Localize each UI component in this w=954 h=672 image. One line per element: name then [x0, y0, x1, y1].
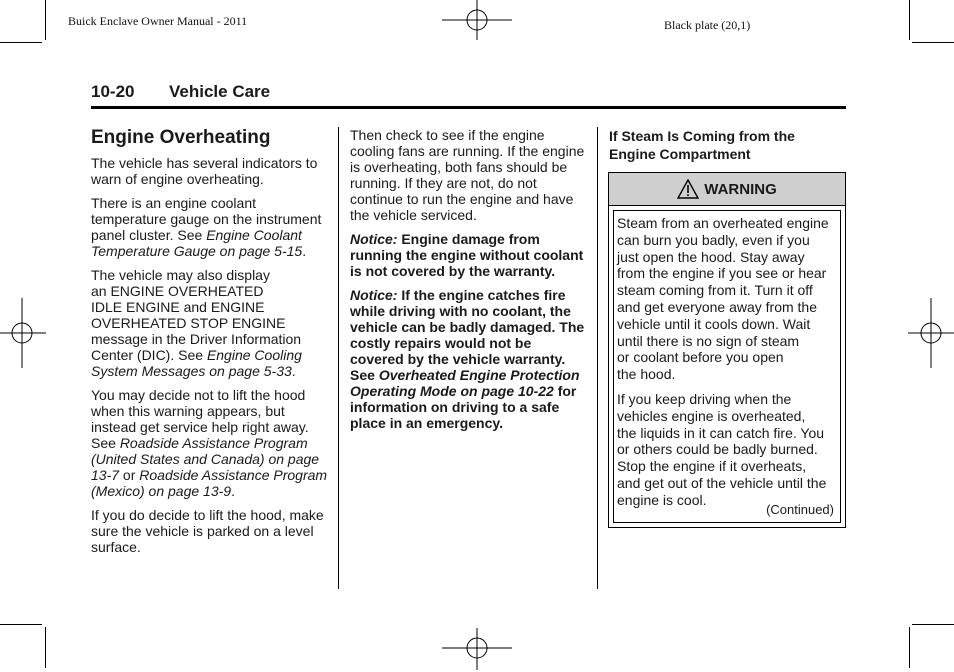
warning-line: from the engine if you see or hear [617, 265, 827, 282]
gauge-text: There is an engine coolant temperature gauge on the instrument panel cluster. See [91, 195, 322, 243]
crop-mark-bl-v [45, 627, 46, 668]
service-end: . [231, 483, 235, 499]
warning-line: can burn you badly, even if you [617, 231, 810, 248]
warning-line: If you keep driving when the [617, 390, 792, 407]
section-heading: Engine Overheating [91, 127, 271, 148]
gauge-reference-link[interactable]: Engine Coolant Temperature Gauge on page 5-15 [91, 227, 303, 259]
subsection-heading-line-2: Engine Compartment [609, 146, 751, 162]
warning-line: the hood. [617, 366, 676, 383]
notice-label: Notice: [350, 231, 398, 247]
warning-triangle-icon [677, 179, 699, 199]
column-divider-2 [597, 127, 598, 589]
dic-line-3: IDLE ENGINE and ENGINE [91, 299, 265, 315]
registration-mark-top [442, 0, 512, 50]
warning-line: vehicle until it cools down. Wait [617, 315, 811, 332]
warning-title: WARNING [704, 180, 777, 198]
notice-coolant-text: Engine damage from running the engine without coolant is not covered by the warranty. [350, 231, 584, 279]
dic-line-6: Center (DIC). See [91, 347, 207, 363]
dic-line-1: The vehicle may also display [91, 267, 270, 283]
plate-right-text: Black plate (20,1) [664, 18, 751, 32]
registration-mark-left [0, 298, 46, 368]
protection-mode-reference-link[interactable]: Overheated Engine Protection Operating Mode on page 10-22 [350, 367, 580, 399]
notice-fire-end: for information on driving to a safe place in an emergency. [350, 383, 577, 431]
dic-reference-link[interactable]: Engine Cooling System Messages on page 5-33 [91, 347, 302, 379]
warning-line: Steam from an overheated engine [617, 215, 829, 231]
paragraph-indicators: The vehicle has several indicators to warn of engine overheating. [91, 155, 318, 187]
paragraph-service-help [91, 387, 329, 499]
warning-line: engine is cool. [617, 491, 707, 508]
section-title: Vehicle Care [169, 82, 271, 101]
crop-mark-tr-v [909, 0, 910, 40]
warning-line: Stop the engine if it overheats, [617, 458, 807, 475]
crop-mark-tr-h [912, 42, 954, 43]
crop-mark-br-h [912, 624, 954, 625]
warning-line: steam coming from it. Turn it off [617, 282, 813, 299]
service-mid: or [119, 467, 140, 483]
roadside-mexico-reference-link[interactable]: Roadside Assistance Program (Mexico) on page 13-9 [91, 467, 328, 499]
dic-line-4: OVERHEATED STOP ENGINE [91, 315, 286, 331]
subsection-heading [609, 127, 845, 163]
warning-line: or coolant before you open [617, 349, 784, 366]
plate-left-text: Buick Enclave Owner Manual - 2011 [68, 14, 248, 28]
registration-mark-right [908, 298, 954, 368]
warning-box [608, 172, 846, 528]
notice-fire-text: If the engine catches fire while driving with no coolant, the vehicle can be badly damaged. The costly repairs would not be covered by the vehicle warranty. See [350, 287, 585, 383]
notice-coolant [350, 231, 586, 279]
dic-line-5: message in the Driver Information [91, 331, 302, 347]
page-header [91, 82, 846, 109]
warning-header [609, 173, 845, 206]
warning-line: just open the hood. Stay away [617, 248, 805, 265]
service-text: You may decide not to lift the hood when this warning appears, but instead get service help right away. See [91, 387, 309, 451]
warning-paragraph-fire [617, 391, 836, 509]
warning-line: and get everyone away from the [617, 298, 818, 315]
column-1 [91, 127, 329, 563]
warning-line: vehicles engine is overheated, [617, 407, 806, 424]
crop-mark-br-v [909, 627, 910, 668]
paragraph-gauge [91, 195, 329, 259]
crop-mark-tl-h [0, 42, 42, 43]
dic-end: . [291, 363, 296, 379]
column-2 [350, 127, 586, 439]
roadside-us-reference-link[interactable]: Roadside Assistance Program (United States and Canada) on page 13-7 [91, 435, 320, 483]
crop-mark-bl-h [0, 624, 42, 625]
registration-mark-bottom [442, 622, 512, 672]
subsection-heading-line-1: If Steam Is Coming from the [609, 128, 795, 144]
warning-paragraph-steam [617, 215, 836, 383]
gauge-end: . [302, 243, 307, 259]
notice-label: Notice: [350, 287, 398, 303]
paragraph-cooling-fans: Then check to see if the engine cooling fans are running. If the engine is overheating, both fans should be running. If they are not, do not continue to run the engine and have the vehicle serviced. [350, 127, 585, 223]
warning-line: the liquids in it can catch fire. You [617, 424, 825, 441]
warning-line: until there is no sign of steam [617, 332, 800, 349]
continued-label: (Continued) [766, 502, 834, 518]
warning-line: or others could be badly burned. [617, 441, 818, 458]
warning-content [613, 210, 841, 523]
notice-fire [350, 287, 586, 431]
paragraph-dic-message [91, 267, 329, 379]
paragraph-lift-hood: If you do decide to lift the hood, make sure the vehicle is parked on a level surface. [91, 507, 324, 555]
warning-line: and get out of the vehicle until the [617, 474, 827, 491]
page-number: 10-20 [91, 82, 135, 101]
dic-line-2: an ENGINE OVERHEATED [91, 283, 264, 299]
column-divider-1 [338, 127, 339, 589]
crop-mark-tl-v [45, 0, 46, 40]
